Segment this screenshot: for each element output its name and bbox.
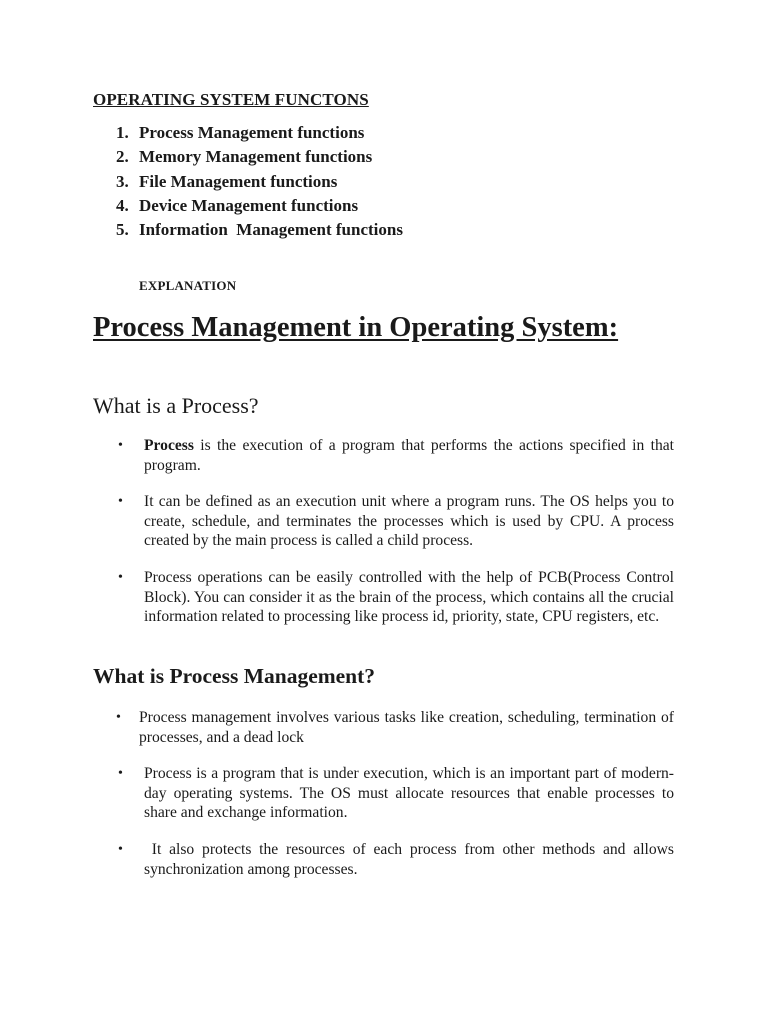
os-functions-heading: OPERATING SYSTEM FUNCTONS [93, 90, 369, 109]
functions-list [116, 121, 403, 242]
list-item-label: File Management functions [139, 171, 338, 191]
bullet-icon: • [116, 710, 121, 725]
list-item-label: Memory Management functions [139, 147, 373, 167]
list-item-label: Process Management functions [139, 123, 365, 142]
bullet-item [116, 708, 674, 747]
list-item [116, 121, 403, 145]
page-title: Process Management in Operating System: [93, 312, 619, 343]
bullet-text: It also protects the resources of each process from other methods and allows synchronization among processes. [144, 841, 678, 878]
list-number: 1. [116, 123, 129, 142]
bullet-text: It can be defined as an execution unit where a program runs. The OS helps you to create, schedule, and terminates the processes which is used by CPU. A process created by the main process is called a child process. [144, 493, 674, 550]
bullet-item [118, 436, 674, 475]
bullet-icon: • [118, 766, 123, 781]
list-item [116, 194, 403, 218]
bullet-item [118, 492, 674, 551]
list-item-label: Information Management functions [139, 220, 403, 240]
bullet-text: Process operations can be easily controlled with the help of PCB(Process Control Block). You can consider it as the brain of the process, which contains all the crucial information related to processing like process id, priority, state, CPU registers, etc. [144, 569, 674, 626]
bullet-text: is the execution of a program that performs the actions specified in that program. [144, 437, 674, 474]
bullet-icon: • [118, 494, 123, 509]
bullet-icon: • [118, 842, 123, 857]
list-number: 5. [116, 220, 129, 240]
section-heading-process: What is a Process? [93, 393, 259, 418]
list-item [116, 218, 403, 242]
section-heading-process-management: What is Process Management? [93, 664, 376, 688]
bullet-item [118, 764, 674, 823]
bold-term: Process [144, 437, 194, 454]
list-item [116, 145, 403, 169]
list-number: 2. [116, 147, 129, 167]
bullet-item [118, 568, 674, 627]
bullet-text: Process management involves various tasks like creation, scheduling, termination of processes, and a dead lock [139, 709, 674, 746]
explanation-label: EXPLANATION [139, 278, 237, 293]
list-number: 3. [116, 171, 129, 191]
bullet-icon: • [118, 438, 123, 453]
list-item [116, 170, 403, 194]
bullet-text: Process is a program that is under execution, which is an important part of modern-day operating systems. The OS must allocate resources that enable processes to share and exchange information. [144, 765, 674, 822]
list-number: 4. [116, 195, 129, 215]
bullet-icon: • [118, 570, 123, 585]
list-item-label: Device Management functions [139, 195, 359, 215]
bullet-item [118, 840, 678, 879]
